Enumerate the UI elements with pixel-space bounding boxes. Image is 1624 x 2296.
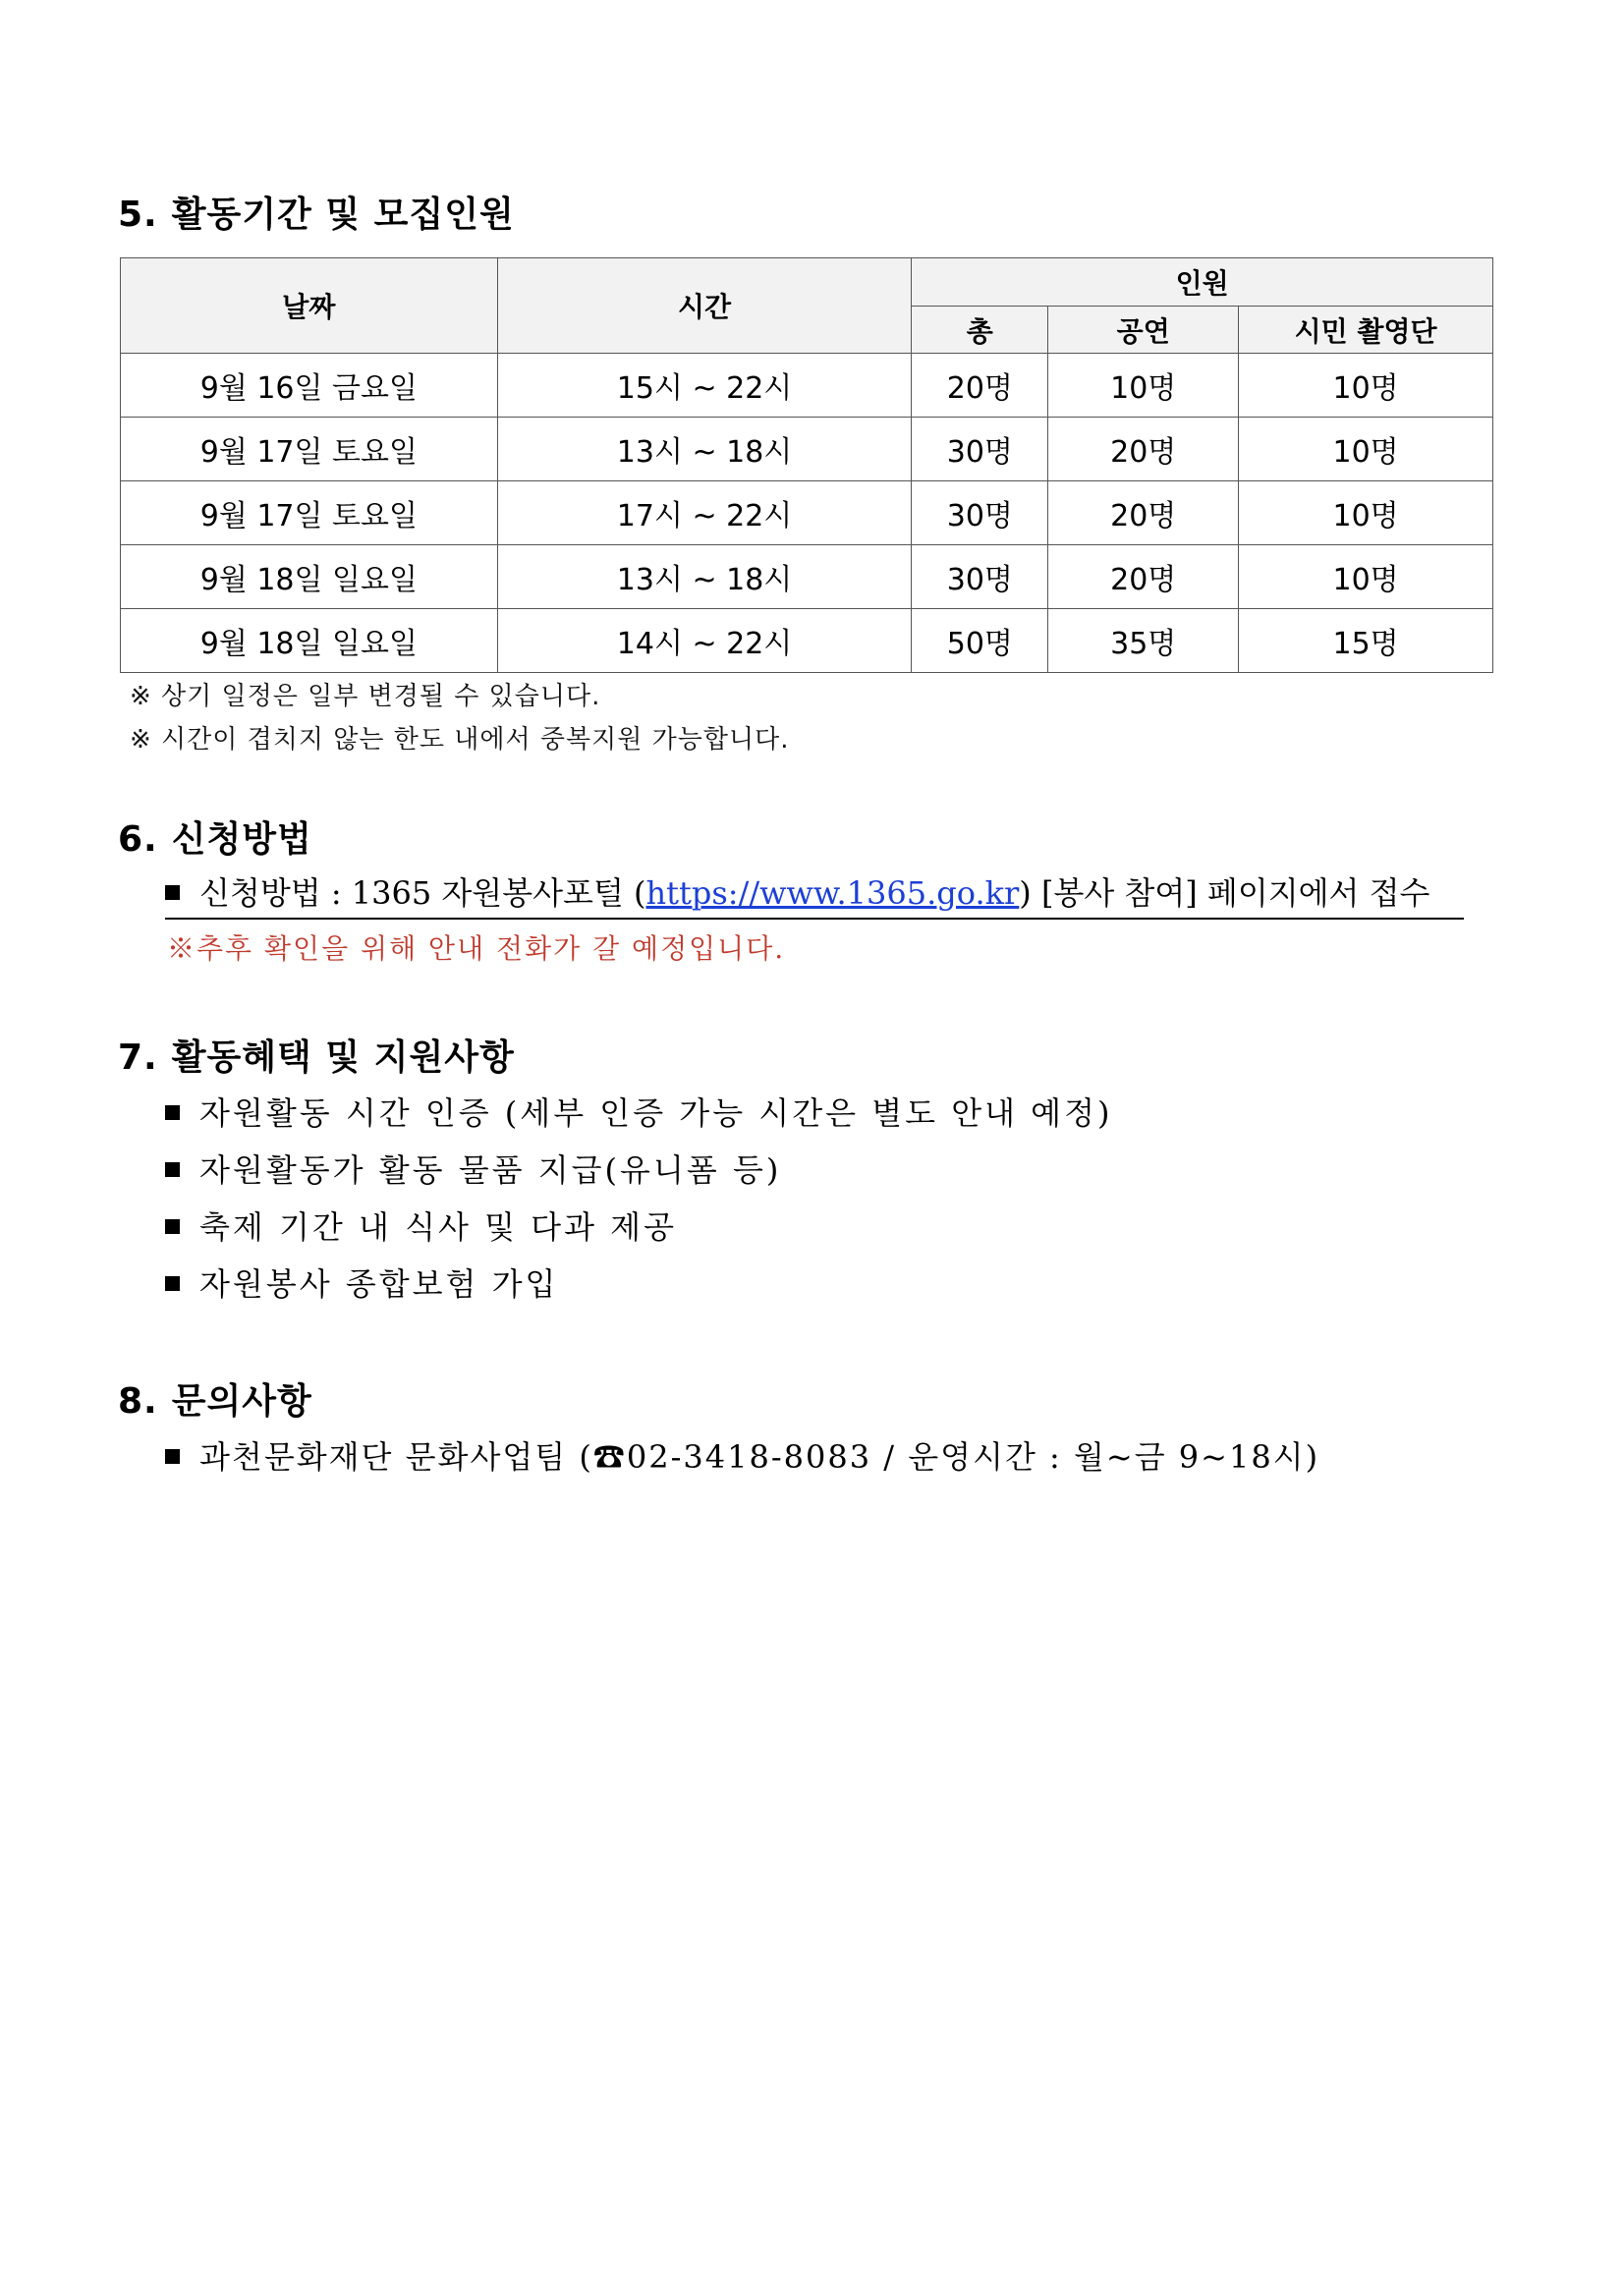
table-row [121, 481, 1493, 545]
header-total: 총 [912, 307, 1048, 354]
benefit-item [165, 1089, 1113, 1134]
cell-citizen-film: 15명 [1239, 609, 1493, 673]
header-people: 인원 [912, 258, 1493, 307]
table-row [121, 418, 1493, 481]
cell-time: 13시 ~ 18시 [497, 418, 912, 481]
benefit-text: 자원활동 시간 인증 (세부 인증 가능 시간은 별도 안내 예정) [199, 1094, 1113, 1132]
header-date: 날짜 [121, 258, 498, 354]
apply-suffix: ) [봉사 참여] 페이지에서 접수 [1019, 874, 1430, 912]
square-bullet-icon [165, 1219, 180, 1234]
benefit-text: 자원활동가 활동 물품 지급(유니폼 등) [199, 1151, 782, 1189]
contact-item [165, 1432, 1319, 1478]
table-row [121, 354, 1493, 418]
header-time: 시간 [497, 258, 912, 354]
cell-citizen-film: 10명 [1239, 354, 1493, 418]
cell-total: 30명 [912, 545, 1048, 609]
cell-citizen-film: 10명 [1239, 545, 1493, 609]
cell-performance: 20명 [1048, 481, 1239, 545]
schedule-note-1: ※ 상기 일정은 일부 변경될 수 있습니다. [130, 682, 601, 711]
square-bullet-icon [165, 1105, 180, 1120]
cell-total: 30명 [912, 481, 1048, 545]
call-notice: ※추후 확인을 위해 안내 전화가 갈 예정입니다. [167, 932, 786, 965]
section-7-title: 활동혜택 및 지원사항 [171, 1037, 515, 1078]
cell-date: 9월 17일 토요일 [121, 481, 498, 545]
schedule-note-2: ※ 시간이 겹치지 않는 한도 내에서 중복지원 가능합니다. [130, 725, 790, 755]
benefit-item [165, 1260, 558, 1305]
benefit-item [165, 1146, 781, 1191]
table-row [121, 609, 1493, 673]
cell-date: 9월 18일 일요일 [121, 545, 498, 609]
square-bullet-icon [165, 885, 180, 900]
cell-time: 17시 ~ 22시 [497, 481, 912, 545]
schedule-table [120, 257, 1493, 673]
cell-time: 13시 ~ 18시 [497, 545, 912, 609]
apply-prefix: 신청방법 : 1365 자원봉사포털 ( [199, 874, 646, 912]
cell-date: 9월 16일 금요일 [121, 354, 498, 418]
cell-total: 30명 [912, 418, 1048, 481]
section-6-heading [118, 812, 312, 862]
section-8-title: 문의사항 [171, 1381, 312, 1422]
section-5-heading [118, 187, 515, 237]
square-bullet-icon [165, 1276, 180, 1291]
cell-total: 50명 [912, 609, 1048, 673]
section-8-heading [118, 1373, 312, 1424]
header-performance: 공연 [1048, 307, 1239, 354]
cell-performance: 35명 [1048, 609, 1239, 673]
contact-text: 과천문화재단 문화사업팀 (☎02-3418-8083 / 운영시간 : 월~금 9~18시) [199, 1438, 1320, 1476]
cell-date: 9월 17일 토요일 [121, 418, 498, 481]
section-5-number: 5. [118, 195, 158, 235]
benefit-item [165, 1203, 677, 1248]
section-7-heading [118, 1030, 515, 1080]
cell-time: 15시 ~ 22시 [497, 354, 912, 418]
section-5-title: 활동기간 및 모집인원 [171, 195, 515, 235]
header-citizen-film: 시민 촬영단 [1239, 307, 1493, 354]
square-bullet-icon [165, 1449, 180, 1464]
apply-method-line [165, 868, 1464, 920]
cell-time: 14시 ~ 22시 [497, 609, 912, 673]
section-6-number: 6. [118, 819, 158, 860]
cell-date: 9월 18일 일요일 [121, 609, 498, 673]
portal-link[interactable]: https://www.1365.go.kr [645, 874, 1020, 912]
benefit-text: 자원봉사 종합보험 가입 [199, 1265, 559, 1303]
square-bullet-icon [165, 1162, 180, 1177]
table-header-row [121, 258, 1493, 307]
section-7-number: 7. [118, 1037, 158, 1078]
section-6-title: 신청방법 [171, 819, 312, 860]
cell-total: 20명 [912, 354, 1048, 418]
benefit-text: 축제 기간 내 식사 및 다과 제공 [199, 1208, 677, 1246]
cell-performance: 20명 [1048, 418, 1239, 481]
section-8-number: 8. [118, 1381, 158, 1422]
cell-citizen-film: 10명 [1239, 418, 1493, 481]
table-row [121, 545, 1493, 609]
cell-citizen-film: 10명 [1239, 481, 1493, 545]
cell-performance: 10명 [1048, 354, 1239, 418]
cell-performance: 20명 [1048, 545, 1239, 609]
